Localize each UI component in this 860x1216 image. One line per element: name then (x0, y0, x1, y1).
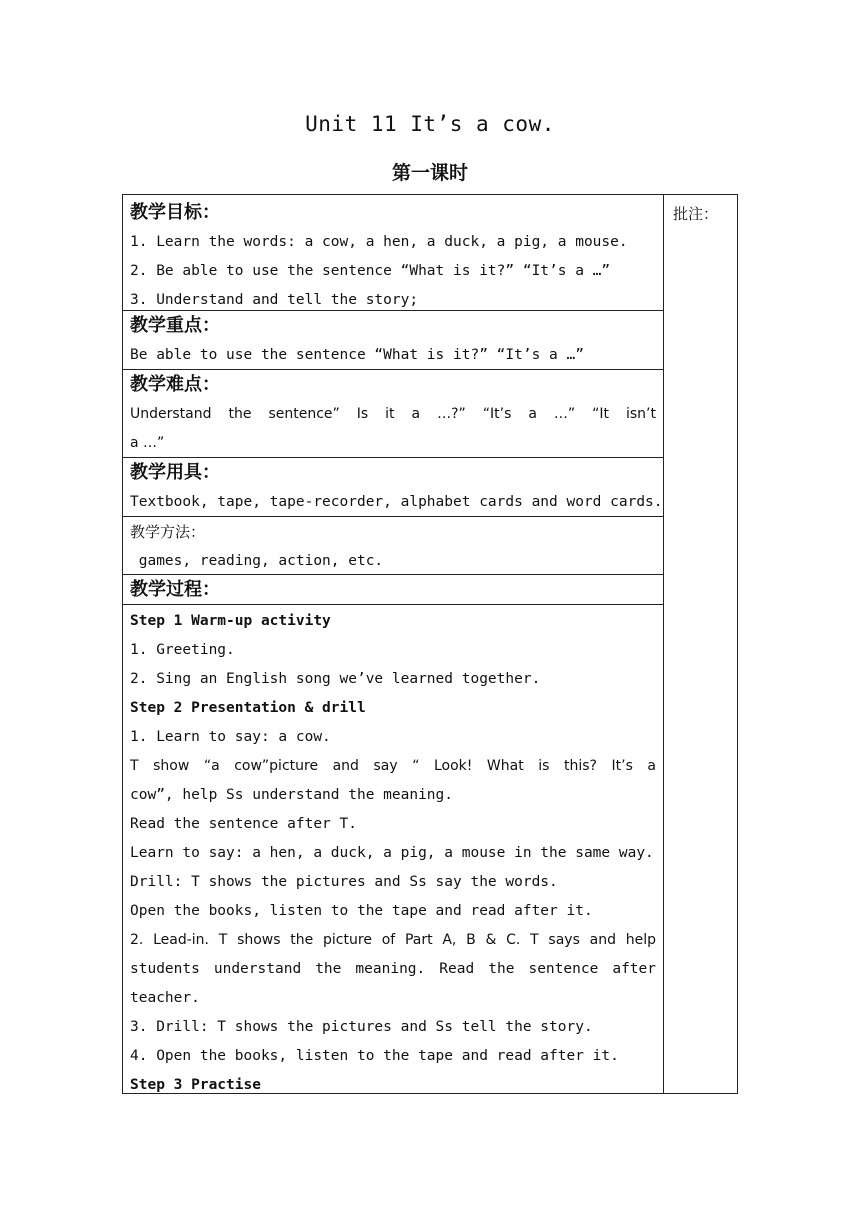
objectives-section (123, 195, 663, 311)
step-title: Step 3 Practise (130, 1077, 261, 1093)
step-line: cow”, help Ss understand the meaning. (130, 787, 454, 803)
step-line: 1. Greeting. (130, 642, 235, 658)
methods-section (123, 517, 663, 575)
tools-heading: 教学用具： (130, 462, 220, 483)
difficulties-heading: 教学难点： (130, 374, 220, 395)
step-line: Learn to say: a hen, a duck, a pig, a mouse in the same way. (130, 845, 654, 861)
lesson-plan-table (122, 194, 738, 1094)
tools-text: Textbook, tape, tape-recorder, alphabet cards and word cards. (130, 494, 663, 510)
objective-item: 3. Understand and tell the story; (130, 292, 419, 308)
step-line: teacher. (130, 990, 200, 1006)
step-title: Step 2 Presentation & drill (130, 700, 366, 716)
objective-item: 2. Be able to use the sentence “What is it?” “It’s a …” (130, 263, 611, 279)
step-line: 3. Drill: T shows the pictures and Ss tell the story. (130, 1019, 593, 1035)
step-line: Drill: T shows the pictures and Ss say the words. (130, 874, 558, 890)
tools-section (123, 458, 663, 517)
column-divider (663, 195, 664, 1093)
key-points-section (123, 311, 663, 370)
step-line: 2. Sing an English song we’ve learned together. (130, 671, 541, 687)
step-line: 2. Lead-in. T shows the picture of Part A, B & C. T says and help (130, 932, 656, 948)
process-section (123, 605, 663, 1100)
difficulties-text: Understand the sentence” Is it a …?” “It’s a …” “It isn’t (130, 406, 656, 422)
annotation-label: 批注： (673, 205, 719, 223)
document-title: Unit 11 It’s a cow. (305, 112, 555, 136)
lesson-content-column (123, 195, 663, 1100)
lesson-subtitle: 第一课时 (391, 162, 468, 184)
difficulties-text: a …” (130, 435, 165, 451)
methods-heading: 教学方法： (130, 523, 206, 541)
step-line: 1. Learn to say: a cow. (130, 729, 331, 745)
step-line: T show “a cow”picture and say “ Look! What is this? It’s a (130, 758, 656, 774)
step-line: Read the sentence after T. (130, 816, 357, 832)
step-line: Open the books, listen to the tape and read after it. (130, 903, 593, 919)
key-points-text: Be able to use the sentence “What is it?” “It’s a …” (130, 347, 584, 363)
process-heading: 教学过程： (130, 579, 220, 600)
objectives-heading: 教学目标： (130, 202, 220, 223)
objective-item: 1. Learn the words: a cow, a hen, a duck, a pig, a mouse. (130, 234, 628, 250)
methods-text: games, reading, action, etc. (130, 553, 384, 569)
step-title: Step 1 Warm-up activity (130, 613, 331, 629)
key-points-heading: 教学重点： (130, 315, 220, 336)
difficulties-section (123, 370, 663, 458)
process-heading-section (123, 575, 663, 605)
step-line: 4. Open the books, listen to the tape and read after it. (130, 1048, 619, 1064)
step-line: students understand the meaning. Read the sentence after (130, 961, 656, 977)
